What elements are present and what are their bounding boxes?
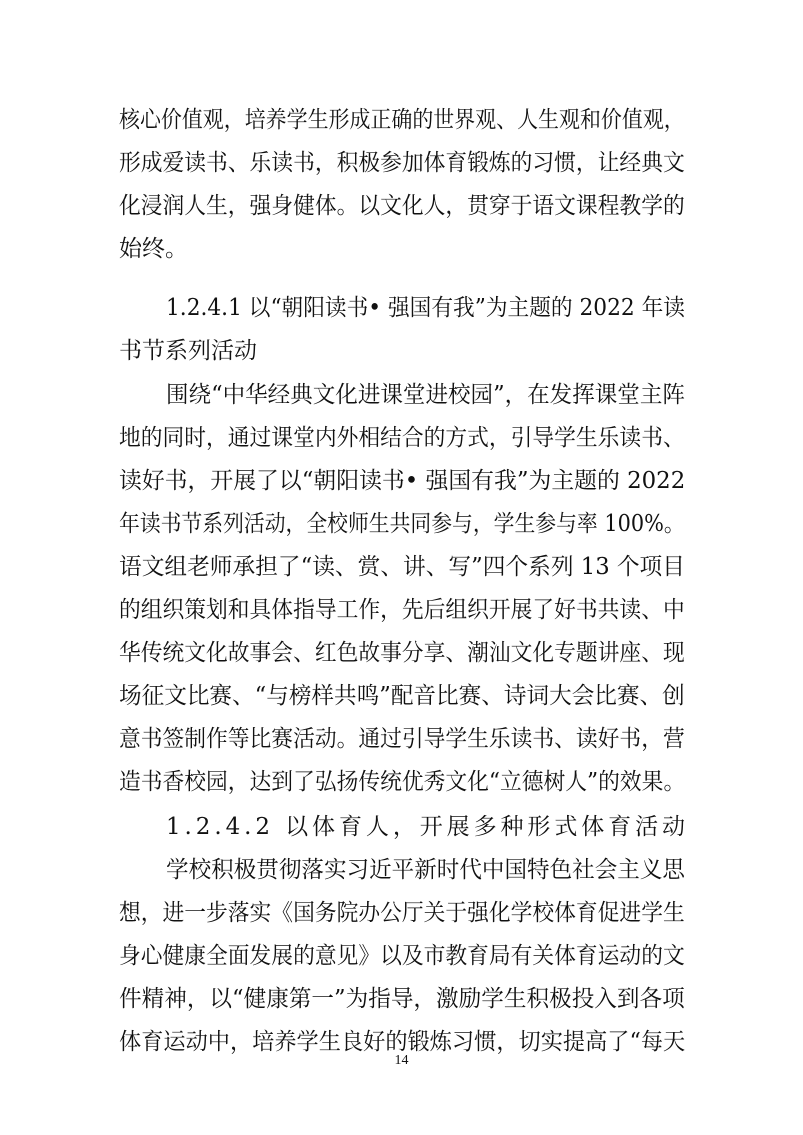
section-heading-line [0,331,803,371]
line-text: 地的同时，通过课堂内外相结合的方式，引导学生乐读书、 [119,425,685,451]
line-text: 语文组老师承担了“读、赏、讲、写”四个系列 13 个项目 [119,554,685,580]
section-heading-text: 书节系列活动 [119,338,257,364]
paragraph-line [0,461,803,501]
line-text: 造书香校园，达到了弘扬传统优秀文化“立德树人”的效果。 [119,769,686,795]
paragraph-line [0,590,803,630]
paragraph-line [0,504,803,544]
line-text: 件精神，以“健康第一”为指导，激励学生积极投入到各项 [119,986,685,1012]
paragraph-line [0,375,803,415]
paragraph-line [0,547,803,587]
paragraph-line [0,418,803,458]
section-heading-text: 1.2.4.2 以体育人，开展多种形式体育活动 [166,814,689,840]
paragraph-line [0,633,803,673]
paragraph-line [0,229,803,269]
paragraph-line [0,979,803,1019]
line-text: 体育运动中，培养学生良好的锻炼习惯，切实提高了“每天 [119,1029,686,1055]
page-number: 14 [394,1053,409,1068]
line-text: 场征文比赛、“与榜样共鸣”配音比赛、诗词大会比赛、创 [119,683,685,709]
paragraph-line [0,850,803,890]
line-text: 想，进一步落实《国务院办公厅关于强化学校体育促进学生 [119,900,685,926]
line-text: 读好书，开展了以“朝阳读书• 强国有我”为主题的 2022 [119,468,686,494]
paragraph-line [0,719,803,759]
line-text: 意书签制作等比赛活动。通过引导学生乐读书、读好书，营 [119,726,685,752]
paragraph-line [0,676,803,716]
line-text: 学校积极贯彻落实习近平新时代中国特色社会主义思 [166,857,685,883]
paragraph-line [0,893,803,933]
paragraph-line [0,186,803,226]
line-text: 华传统文化故事会、红色故事分享、潮汕文化专题讲座、现 [119,640,685,666]
paragraph-line [0,100,803,140]
section-heading-text: 1.2.4.1 以“朝阳读书• 强国有我”为主题的 2022 年读 [166,295,685,321]
section-heading-line [0,288,803,328]
line-text: 形成爱读书、乐读书，积极参加体育锻炼的习惯，让经典文 [119,150,685,176]
line-text: 围绕“中华经典文化进课堂进校园”，在发挥课堂主阵 [166,382,685,408]
section-heading-line [0,807,803,847]
line-text: 核心价值观，培养学生形成正确的世界观、人生观和价值观， [119,107,685,133]
paragraph-line [0,936,803,976]
line-text: 化浸润人生，强身健体。以文化人，贯穿于语文课程教学的 [119,193,685,219]
line-text: 身心健康全面发展的意见》以及市教育局有关体育运动的文 [119,943,685,969]
paragraph-line [0,143,803,183]
line-text: 始终。 [119,236,188,262]
line-text: 年读书节系列活动，全校师生共同参与，学生参与率 100%。 [119,511,685,537]
line-text: 的组织策划和具体指导工作，先后组织开展了好书共读、中 [119,597,685,623]
paragraph-line [0,762,803,802]
